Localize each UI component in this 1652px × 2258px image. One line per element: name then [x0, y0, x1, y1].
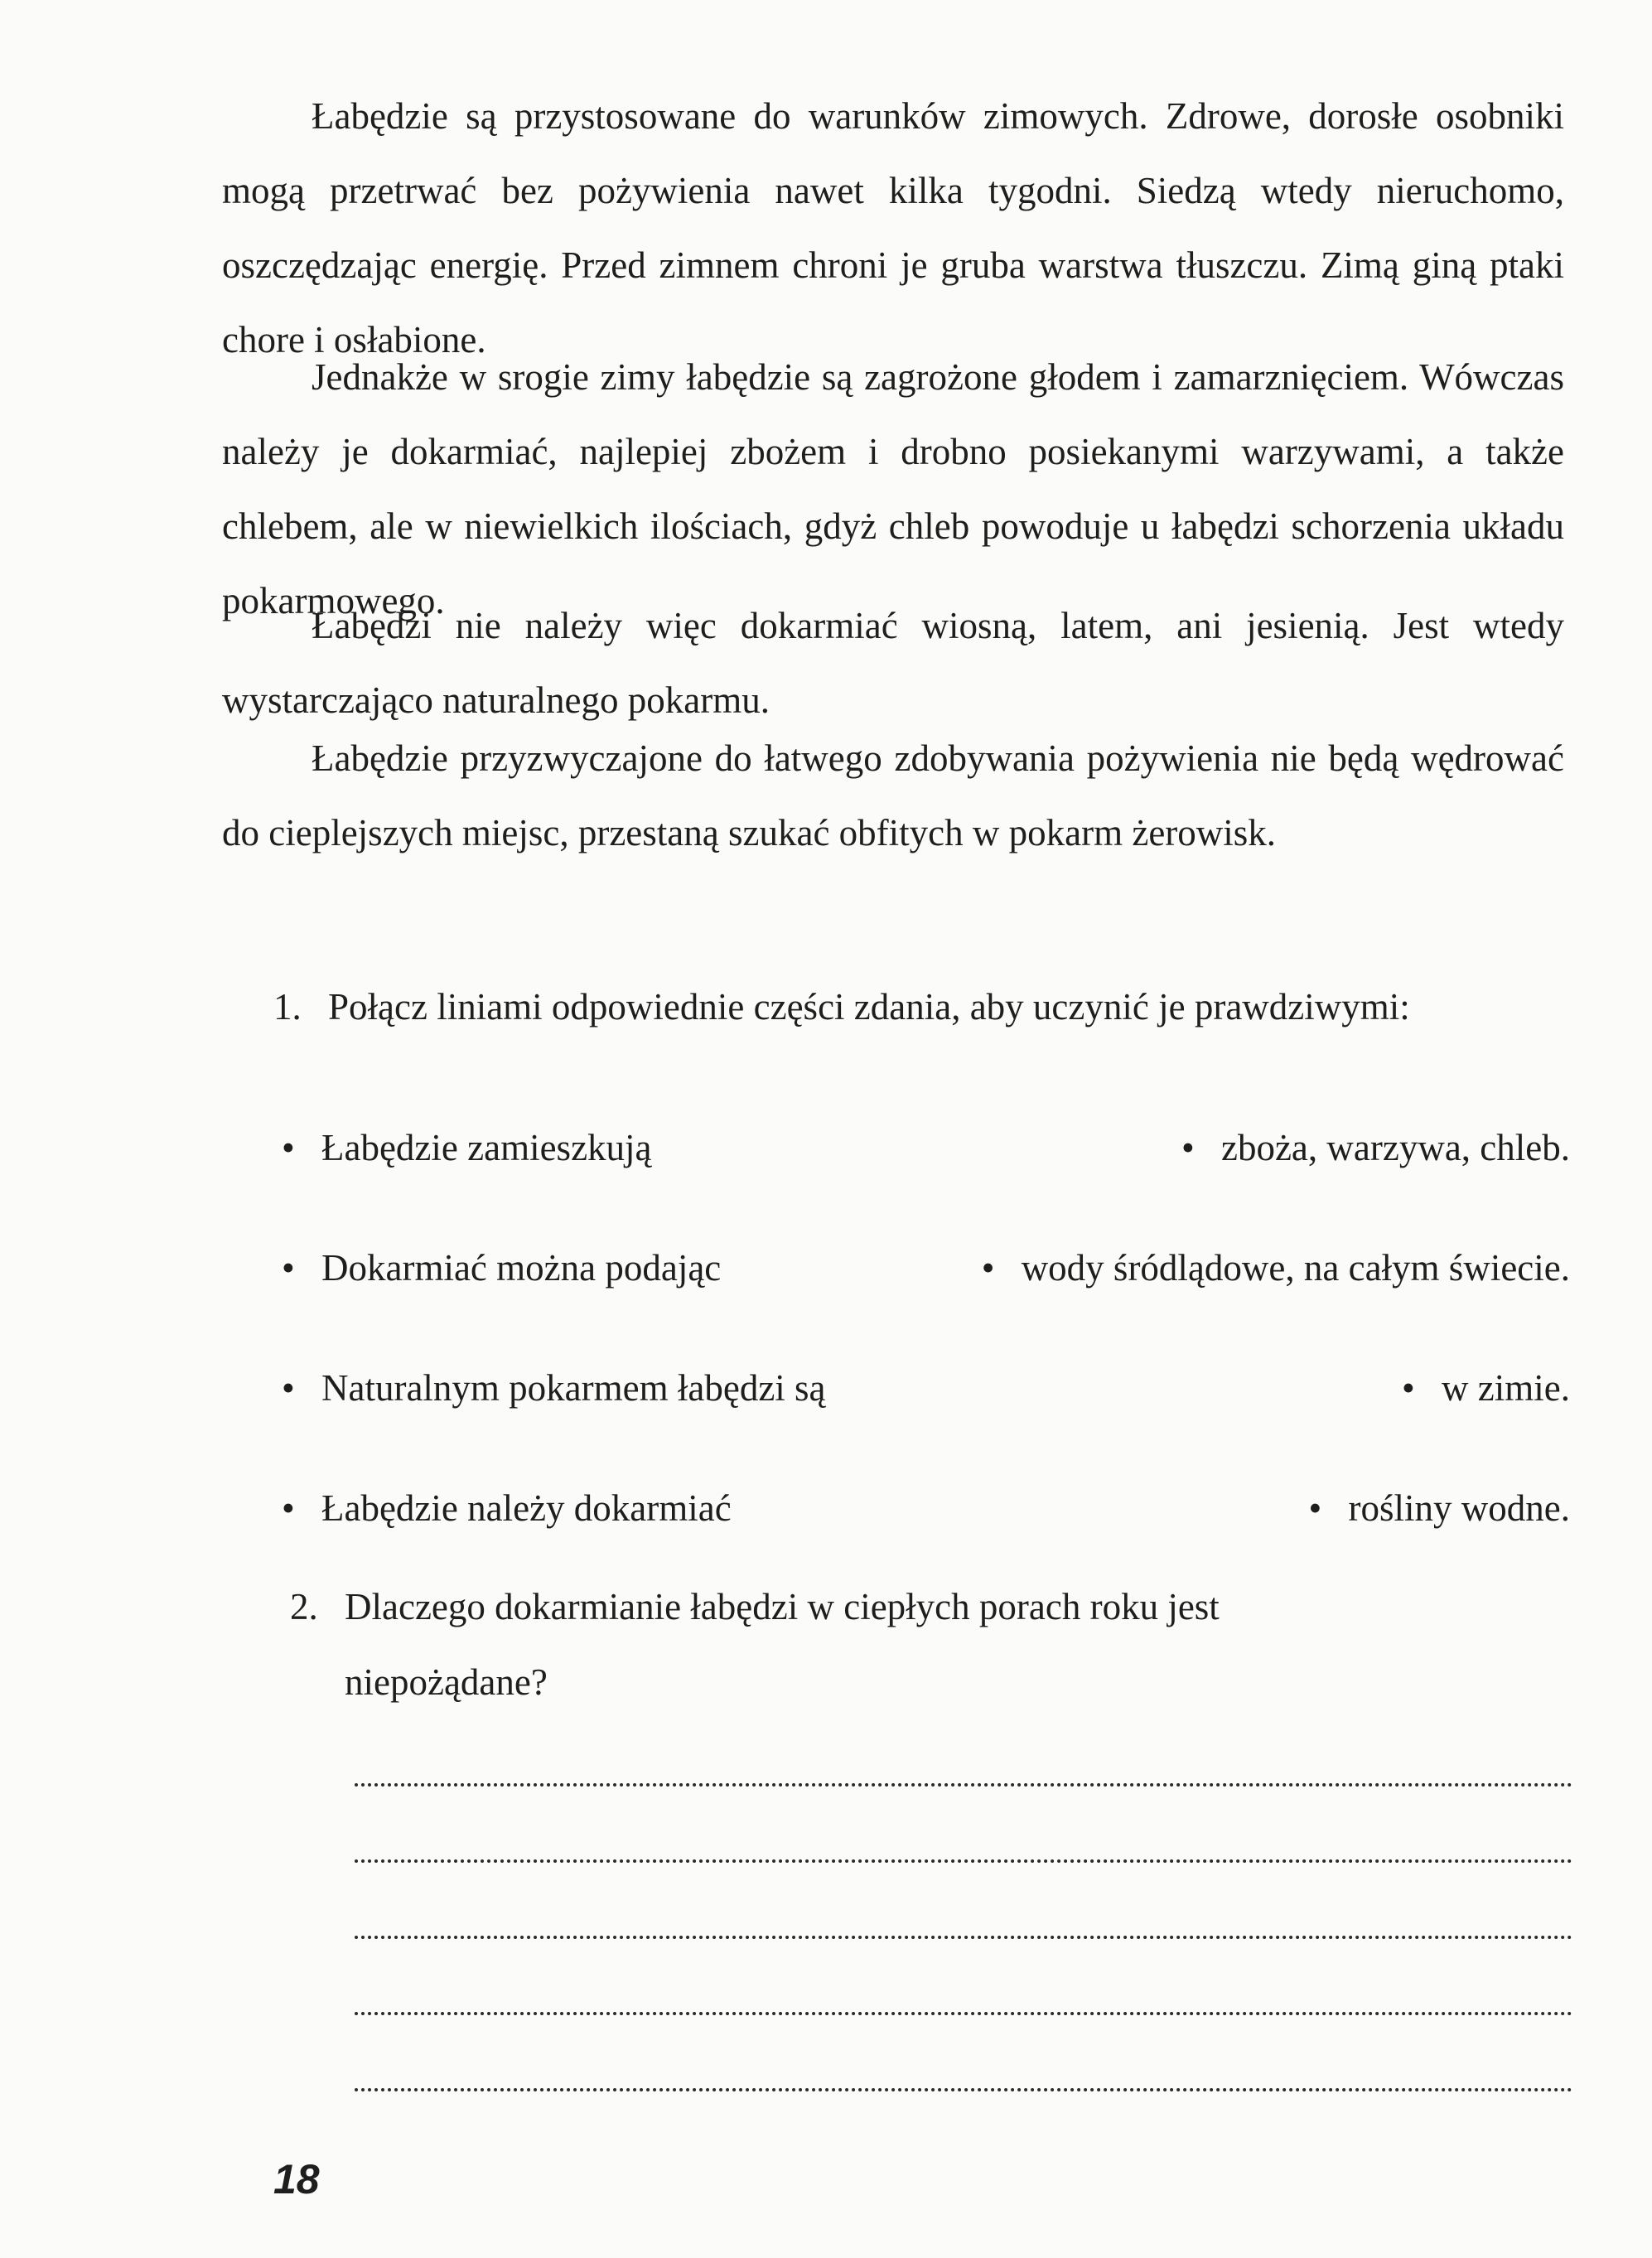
page-number: 18: [273, 2156, 320, 2202]
answer-line[interactable]: [355, 2012, 1572, 2015]
task-2-number: 2.: [290, 1586, 318, 1627]
right-item-4[interactable]: [1309, 1475, 1570, 1541]
answer-line[interactable]: [355, 2088, 1572, 2091]
bullet-icon: •: [1402, 1367, 1415, 1409]
task-2-text-line1: Dlaczego dokarmianie łabędzi w ciepłych porach roku jest: [345, 1586, 1220, 1627]
bullet-icon: •: [282, 1247, 295, 1289]
bullet-icon: •: [282, 1127, 295, 1168]
right-item-4-text: rośliny wodne.: [1348, 1487, 1570, 1529]
left-item-2[interactable]: [282, 1235, 721, 1301]
answer-line[interactable]: [355, 1936, 1572, 1939]
left-item-2-text: Dokarmiać można podając: [321, 1247, 722, 1289]
matching-row-1: [282, 1114, 1570, 1181]
right-item-2-text: wody śródlądowe, na całym świecie.: [1021, 1247, 1570, 1289]
matching-row-2: [282, 1235, 1570, 1301]
bullet-icon: •: [282, 1487, 295, 1529]
bullet-icon: •: [1181, 1127, 1195, 1168]
matching-row-3: [282, 1355, 1570, 1421]
matching-row-4: [282, 1475, 1570, 1541]
paragraph-2: Jednakże w srogie zimy łabędzie są zagrożone głodem i zamarznięciem. Wówczas należy je dokarmiać, najlepiej zbożem i drobno posiekanymi warzywami, a także chlebem, ale w niewielkich ilościach, gdyż chleb powoduje u łabędzi schorzenia układu pokarmowego.: [222, 356, 1564, 621]
task-2-text-line2: niepożądane?: [345, 1661, 548, 1703]
paragraph-3: Łabędzi nie należy więc dokarmiać wiosną, latem, ani jesienią. Jest wtedy wystarczająco naturalnego pokarmu.: [222, 605, 1564, 721]
left-item-3[interactable]: [282, 1355, 826, 1421]
bullet-icon: •: [1308, 1487, 1322, 1529]
bullet-icon: •: [282, 1367, 295, 1409]
left-item-1[interactable]: [282, 1114, 652, 1181]
task-2-question: [290, 1566, 1570, 1647]
task-1-number: 1.: [273, 986, 302, 1027]
left-item-4-text: Łabędzie należy dokarmiać: [321, 1487, 732, 1529]
right-item-1-text: zboża, warzywa, chleb.: [1220, 1127, 1570, 1168]
answer-line[interactable]: [355, 1783, 1572, 1787]
task-1-instruction: [273, 974, 1566, 1040]
left-item-3-text: Naturalnym pokarmem łabędzi są: [321, 1367, 826, 1409]
paragraph-4: Łabędzie przyzwyczajone do łatwego zdobywania pożywienia nie będą wędrować do cieplejszych miejsc, przestaną szukać obfitych w pokarm żerowisk.: [222, 737, 1564, 853]
task-1-text: Połącz liniami odpowiednie części zdania, aby uczynić je prawdziwymi:: [328, 986, 1410, 1027]
bullet-icon: •: [981, 1247, 995, 1289]
paragraph-1: Łabędzie są przystosowane do warunków zimowych. Zdrowe, dorosłe osobniki mogą przetrwać bez pożywienia nawet kilka tygodni. Siedzą wtedy nieruchomo, oszczędzając energię. Przed zimnem chroni je gruba warstwa tłuszczu. Zimą giną ptaki chore i osłabione.: [222, 95, 1564, 360]
right-item-3-text: w zimie.: [1442, 1367, 1570, 1409]
right-item-2[interactable]: [982, 1235, 1570, 1301]
answer-line[interactable]: [355, 1859, 1572, 1863]
left-item-4[interactable]: [282, 1475, 732, 1541]
left-item-1-text: Łabędzie zamieszkują: [321, 1127, 652, 1168]
right-item-1[interactable]: [1181, 1114, 1570, 1181]
right-item-3[interactable]: [1402, 1355, 1570, 1421]
